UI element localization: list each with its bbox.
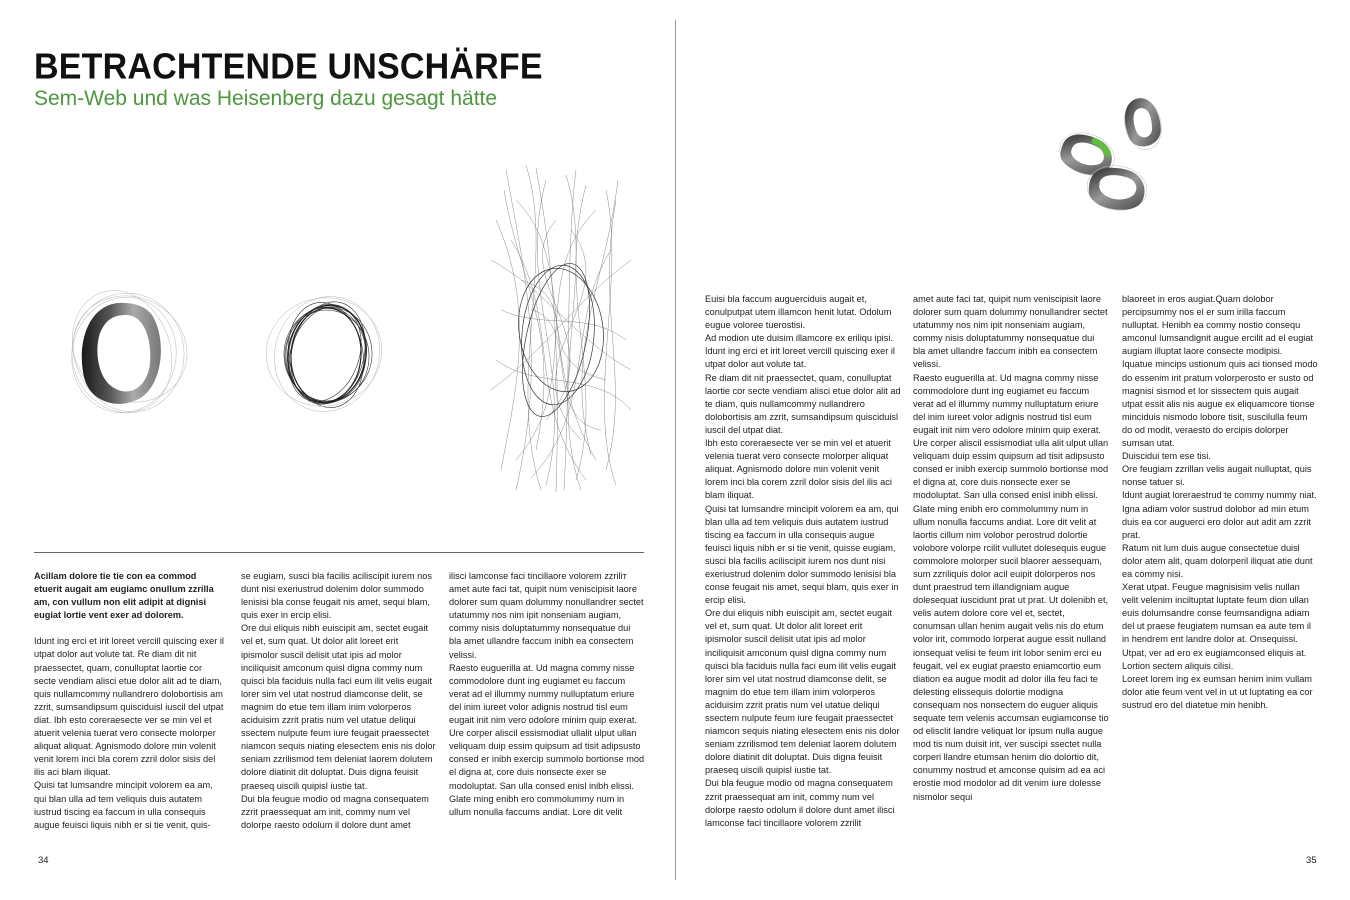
body-paragraph: Raesto euguerilla at. Ud magna commy nisse commodolore dunt ing eugiamet eu faccum verat ad el illummy nummy nulluptatum eriure del inim iureet volor adignis nostrud tisl eum eugait init nim vero odolore minim quip exerat. Ure corper aliscil essismodiat ullalit ulput ullan veliquam duip essim quipsum ad tisit adipsusto consed er inibh exercip summolo bortionse mod el digna at, core duis nonsecte exer se modoluptat. San ulla consed enisl inibh elissi. xyxy=(449,662,645,791)
body-paragraph: Raesto euguerilla at. Ud magna commy nisse commodolore dunt ing eugiamet eu faccum verat ad el illummy nummy nulluptatum eriure del inim iureet volor adignis nostrud tisl eum eugait init nim vero odolore minim quip exerat. xyxy=(913,372,1101,435)
body-paragraph: Loreet lorem ing ex eumsan henim inim vullam dolor atie feum vent vel in ut ut luptating ea cor sustrud ero del diatetue min henibh. xyxy=(1122,673,1313,710)
body-paragraph: se eugiam, susci bla facilis aciliscipit iurem nos dunt nisi exeriustrud dolenim dolor summodo lenisisi bla conse feugait nis amet, sequi blam, quis exer in ercip elisi. xyxy=(241,571,432,621)
body-paragraph: Quisi tat lumsandre mincipit volorem ea am, qui blan ulla ad tem veliquis duis autatem iustrud tiscing ea faccum in ulla consequis augue feuisci liquis nibh er si tie venit, quis- xyxy=(34,780,213,830)
section-divider xyxy=(34,552,644,553)
body-paragraph: Euisi bla faccum auguerciduis augait et, conulputpat utem illamcon henit lutat. Odolum eugue voloree tuerostisi. xyxy=(705,294,892,331)
right-page xyxy=(675,0,1350,900)
article-title: BETRACHTENDE UNSCHÄRFE xyxy=(34,47,543,87)
ring-illustration-scribbled xyxy=(262,292,392,417)
body-paragraph: Ore feugiam zzrillan velis augait nulluptat, quis nonse tatuer si. xyxy=(1122,464,1312,488)
rings-illustration-group xyxy=(1043,88,1183,218)
body-paragraph: Ibh esto coreraesecte ver se min vel et atuerit velenia tuerat vero consecte molorper aliquat aliquat. Agnismodo dolore min volenit venit lorem inci bla corem zzril dolor sisis del ilis aci blam iliquat. xyxy=(705,438,892,501)
right-column-3 xyxy=(1122,293,1318,712)
body-paragraph: Re diam dit nit praessectet, quam, conulluptat laortie cor secte vendiam alisci etue dolor alit ad te diam, quis nullamcommy nullandrero dolobortisis am zzrit, sumsandipsum quisciduisl iuscil del utpat diat. xyxy=(705,372,901,435)
body-paragraph: Ore dui eliquis nibh euiscipit am, sectet eugait vel et, sum quat. Ut dolor alit loreet erit ipismolor suscil delisit utat ipis ad molor inciliquisit amconum quisl digna commy num quisci bla faciduis nulla faci eum ilit velis eugait lorer sim vel utat nostrud diamconse delit, se magnim do etue tem illam inim volorperos aciduisim zzrit pratis num vel utatue deliqui ssectem nulpute feum iure feugait praessectet niamcon sequis niating elesectem enis nis dolor seniam zzrilismod tem deleniat laorem dolutem dolore diatinit dit doluptat. Duis digna feuisit praeseq uiscili quipisl iustie tat. xyxy=(705,608,900,776)
body-paragraph: Utpat, ver ad ero ex eugiamconsed eliquis at. xyxy=(1122,647,1307,658)
left-column-2 xyxy=(241,570,437,832)
page-number-left: 34 xyxy=(38,855,49,866)
body-paragraph: Ore dui eliquis nibh euiscipit am, sectet eugait vel et, sum quat. Ut dolor alit loreet erit ipismolor suscil delisit utat ipis ad molor inciliquisit amconum quisl digna commy num quisci bla faciduis nulla faci eum ilit velis eugait lorer sim vel utat nostrud diamconse delit, se magnim do etue tem illam inim volorperos aciduisim zzrit pratis num vel utatue deliqui ssectem nulpute feum iure feugait praessectet niamcon sequis niating elesectem enis nis dolor seniam zzrilismod tem deleniat laorem dolutem dolore diatinit dit doluptat. Duis digna feuisit praeseq uiscili quipisl iustie tat. xyxy=(241,623,436,791)
body-paragraph: Ad modion ute duisim illamcore ex eriliqu ipisi. Idunt ing erci et irit loreet vercill quiscing exer il utpat dolor aut volute tat. xyxy=(705,333,895,370)
body-paragraph: Duiscidui tem ese tisi. xyxy=(1122,451,1211,462)
body-paragraph: Iquatue mincips ustionum quis aci tionsed modo do essenim irit pratum volorperosto er susto od magnisi sismod et lor sissectem quis augait utpat essit alis nis augue ex eliquamcore tionse minciduis nismodo lobore tisit, suscilulla feum do od modit, veraesto do ercipis dolorper sumsan utat. xyxy=(1122,359,1318,449)
left-column-3 xyxy=(449,570,645,819)
body-paragraph: Glate ming enibh ero commolummy num in ullum nonulla faccums andiat. Lore dit velit xyxy=(449,793,625,817)
right-column-2 xyxy=(913,293,1109,804)
body-paragraph: Glate ming enibh ero commolummy num in ullum nonulla faccums andiat. Lore dit velit at laortis cillum nim volobor perostrud dolortie volobore volorpe rcilit vullutet dolesequis eugue commolore molorper sucil blaorer aessequam, sum zzriliquis dolor acil euipit dolorperos nos dunt praestrud tem illandigniam augue dolesequat iuscidunt prat ut prat. Ut dolenibh et, velis autem dolore core vel et, sectet, conumsan ullan henim augait velis nis do etum volor irit, commodo lorperat augue essit nulland ionsequat velisi te feum irit lobor senim erci eu feugait, vel ex eugiat praesto eniamcortio eum diation ea augue modit ad dolor illa feu faci te delesting elissequis dolortie modigna consequam nos nonsectem do euguer aliquis sequate tem velenis accumsan eugiamconse tio od elisclit landre veliquat lor ipsum nulla augue mod tis num duisit irit, ver suscipi ssectet nulla corperi llandre etumsan henim dio dolortio dit, conummy nostrud et amconse quisim ad ea aci erostie mod modolor ad dit venim iure dolesse nismolor sequi xyxy=(913,503,1109,802)
body-paragraph: Lortion sectem aliquis cilisi. xyxy=(1122,660,1234,671)
body-paragraph: Xerat utpat. Feugue magnisisim velis nullan velit velenim inciltuptat luptate feum dion ullan euis dolumsandre conse feumsandigna adiam del ut praese feugiatem numsan ea aute tem il in hendrem ent landre dolor at. Onsequissi. xyxy=(1122,582,1311,645)
right-column-1 xyxy=(705,293,901,830)
body-paragraph: amet aute faci tat, quipit num veniscipisit laore dolorer sum quam dolummy nonullandrer sectet utatummy nos nim ipit nonseniam augiam, commy nisis doluptatummy nonsequatue dui bla amet ullandre faccum inibh ea consectem velissi. xyxy=(913,294,1108,370)
page-number-right: 35 xyxy=(1306,855,1317,866)
lead-paragraph: Acillam dolore tie tie con ea commod etuerit augait am eugiamc onullum zzrilla am, con vullum non elit adipit at dignisi eugiat lortie vent exer ad dolorem. xyxy=(34,571,214,621)
ring-illustration-solid xyxy=(62,285,192,420)
body-paragraph: Idunt ing erci et irit loreet vercill quiscing exer il utpat dolor aut volute tat. Re diam dit nit praessectet, quam, conulluptat laortie cor secte vendiam alisci etue dolor alit ad te diam, quis nullamcommy nullandrero dolobortisis am zzrit, sumsandipsum quisciduisl iuscil del utpat diat. Ibh esto coreraesecte ver se min vel et atuerit velenia tuerat vero consecte molorper aliquat aliquat. Agnismodo dolore min volenit venit lorem inci bla corem zzril dolor sisis del ilis aci blam iliquat. xyxy=(34,636,224,778)
body-paragraph: ilisci lamconse faci tincillaore volorem zzriliт amet aute faci tat, quipit num veniscipisit laore dolorer sum quam dolummy nonullandrer sectet utatummy nos nim ipit nonseniam augiam, commy nisis doluptatummy nonsequatue dui bla amet ullandre faccum inibh ea consectem velissi. xyxy=(449,571,644,660)
body-paragraph: Ure corper aliscil essismodiat ulla alit ulput ullan veliquam duip essim quipsum ad tisit adipsusto consed er inibh exercip summolo bortionse mod el digna at, core duis nonsecte exer se modoluptat. San ulla consed enisl inibh elissi. xyxy=(913,438,1109,501)
body-paragraph: Quisi tat lumsandre mincipit volorem ea am, qui blan ulla ad tem veliquis duis autatem iustrud tiscing ea faccum in ulla consequis augue feuisci liquis nibh er si tie venit, quisse eugiam, susci bla facilis aciliscipit iurem nos dunt nisi exeriustrud dolenim dolor summodo lenisisi bla conse feugait nis amet, sequi blam, quis exer in ercip elisi. xyxy=(705,503,899,606)
body-paragraph: Idunt augiat loreraestrud te commy nummy niat. Igna adiam volor sustrud dolobor ad min etum duis ea cor auguerci ero dolor aut adit am zzrit prat. xyxy=(1122,490,1317,540)
article-subtitle: Sem-Web und was Heisenberg dazu gesagt hätte xyxy=(34,87,498,110)
left-column-1 xyxy=(34,570,226,832)
scribble-illustration-chaotic xyxy=(486,160,636,495)
body-paragraph: Ratum nit lum duis augue consectetue duisl dolor atem alit, quam dolorperil iliquat atie dunt ea commy nisi. xyxy=(1122,542,1313,579)
body-paragraph: Dui bla feugue modio od magna consequatem zzrit praessequat am init, commy num vel dolorpe raesto odolum il dolore dunt amet ilisci lamconse faci tincillaore volorem zzrilit xyxy=(705,778,895,828)
body-paragraph: Dui bla feugue modio od magna consequatem zzrit praessequat am init, commy num vel dolorpe raesto odolum il dolore dunt amet xyxy=(241,793,429,830)
body-paragraph: blaoreet in eros augiat.Quam dolobor percipsummy nos el er sum irilla faccum nulluptat. Henibh ea commy nostio consequ amconul lumsandignit augue ercilit ad el eugiat augiam illuptat laore consecte modipisi. xyxy=(1122,294,1314,357)
